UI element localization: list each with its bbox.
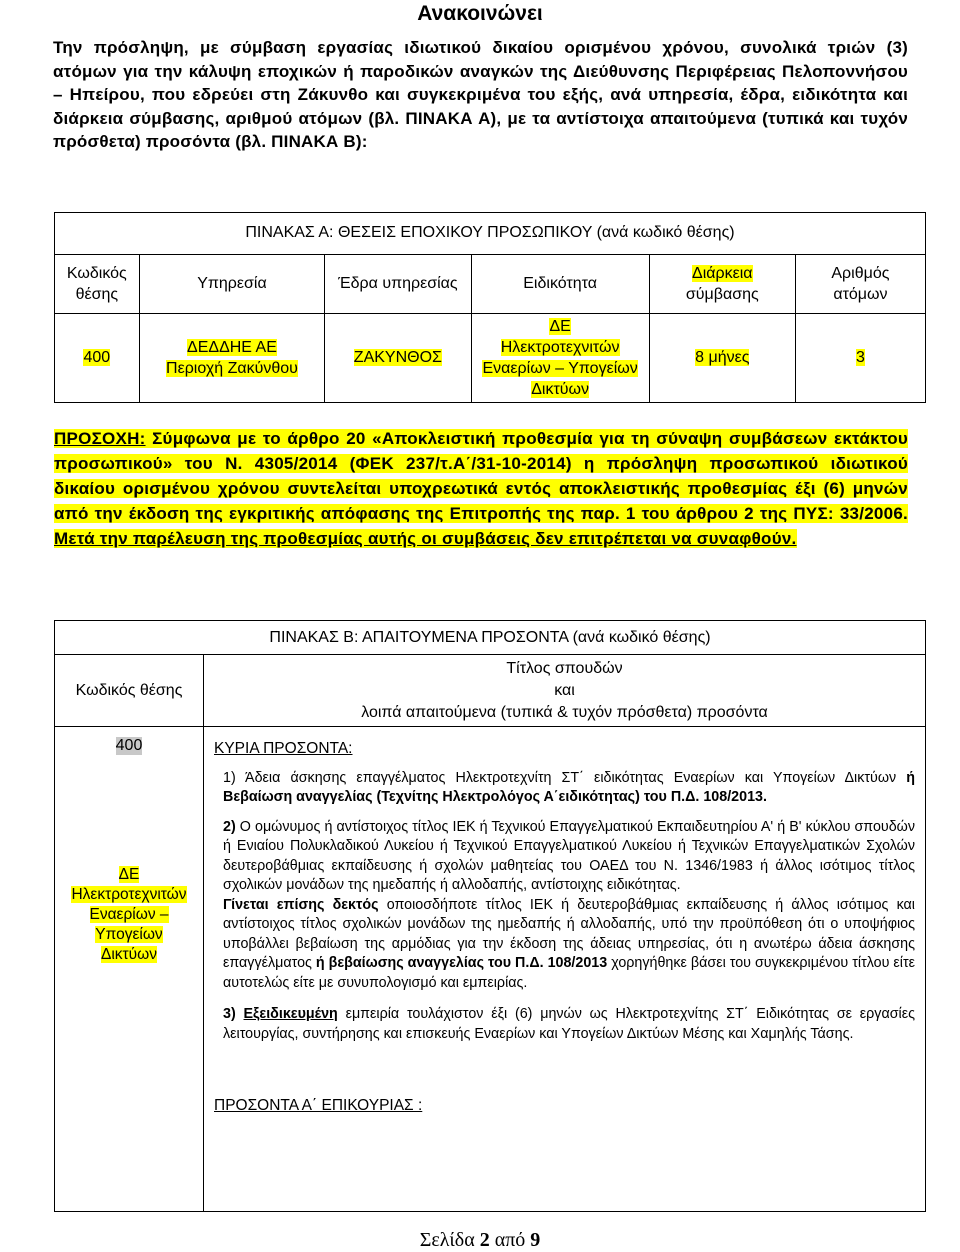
header-persons: Αριθμός ατόμων xyxy=(795,254,925,313)
requirements-table xyxy=(54,620,926,1212)
cell-duration: 8 μήνες xyxy=(649,313,795,402)
requirement-1: 1) Άδεια άσκησης επαγγέλματος Ηλεκτροτεχνίτη ΣΤ΄ ειδικότητας Εναερίων και Υπογείων Δικτύων ή Βεβαίωση αναγγελίας (Τεχνίτης Ηλεκτρολόγος Α΄ειδικότητας) του Π.Δ. 108/2013. xyxy=(223,769,915,805)
requirement-2: 2) Ο ομώνυμος ή αντίστοιχος τίτλος ΙΕΚ ή Τεχνικού Επαγγελματικού Εκπαιδευτηρίου Α' ή Β' κύκλου σπουδών ή Ενιαίου Πολυκλαδικού Λυκείου ή Τεχνικού Επαγγελματικού Λυκείου ή Τεχνικών Επαγγελματικών Σχολών δευτεροβάθμιας εκπαίδευσης ή σχολών μαθητείας του ΟΑΕΔ του Ν. 1346/1983 ή άλλος ισότιμος τίτλος σχολικών μονάδων της ημεδαπής ή αλλοδαπής, αντίστοιχης ειδικότητας. Γίνεται επίσης δεκτός οποιοσδήποτε τίτλος ΙΕΚ ή δευτεροβάθμιας εκπαίδευσης ή άλλος ισότιμος και αντίστοιχος τίτλος σχολικών μονάδων της ημεδαπής ή αλλοδαπής, υπό την προϋπόθεση ότι ο υποψήφιος υποβάλλει βεβαίωση της αρμόδιας για την έκδοση της άδειας υπηρεσίας, ότι η ανωτέρω άδεια άσκησης επαγγέλματος ή βεβαίωσης αναγγελίας του Π.Δ. 108/2013 χορηγήθηκε βάσει του συγκεκριμένου τίτλου είτε αυτοτελώς είτε με συνυπολογισμό και εμπειρίας. xyxy=(223,818,915,991)
header-title: Τίτλος σπουδών και λοιπά απαιτούμενα (τυπικά & τυχόν πρόσθετα) προσόντα xyxy=(204,655,926,727)
table-row xyxy=(55,313,926,402)
requirement-3: 3) Εξειδικευμένη εμπειρία τουλάχιστον έξι (6) μηνών ως Ηλεκτροτεχνίτης ΣΤ΄ Ειδικότητας σε εργασίες λειτουργίας, συντήρησης και επισκευής Εναερίων και Υπογείων Δικτύων Μέσης και Χαμηλής Τάσης. xyxy=(223,1006,915,1042)
table-a-header-row xyxy=(55,254,926,313)
main-qualifications-heading: ΚΥΡΙΑ ΠΡΟΣΟΝΤΑ: xyxy=(214,740,353,757)
cell-code: 400 ΔΕ Ηλεκτροτεχνιτών Εναερίων – Υπογείων Δικτύων xyxy=(55,727,204,1212)
warning-label: ΠΡΟΣΟΧΗ: xyxy=(54,429,146,448)
header-specialty: Ειδικότητα xyxy=(471,254,649,313)
cell-persons: 3 xyxy=(795,313,925,402)
positions-table xyxy=(54,212,926,403)
header-code: Κωδικός θέσης xyxy=(55,254,140,313)
table-row xyxy=(55,727,926,1212)
specialty-label: ΔΕ Ηλεκτροτεχνιτών Εναερίων – Υπογείων Δικτύων xyxy=(71,866,187,963)
cell-service: ΔΕΔΔΗΕ ΑΕ Περιοχή Ζακύνθου xyxy=(139,313,325,402)
warning-text: Σύμφωνα με το άρθρο 20 «Αποκλειστική προθεσμία για τη σύναψη συμβάσεων εκτάκτου προσωπικού» του Ν. 4305/2014 (ΦΕΚ 237/τ.Α΄/31-10-2014) η πρόσληψη προσωπικού ιδιωτικού δικαίου ορισμένου χρόνου συντελείται υποχρεωτικά εντός αποκλειστικής προθεσμίας έξι (6) μηνών από την έκδοση της εγκριτικής απόφασης της Επιτροπής της παρ. 1 του άρθρου 2 της ΠΥΣ: 33/2006. xyxy=(54,429,908,523)
header-code: Κωδικός θέσης xyxy=(55,655,204,727)
deadline-warning xyxy=(54,426,908,551)
cell-specialty: ΔΕ Ηλεκτροτεχνιτών Εναερίων – Υπογείων Δικτύων xyxy=(471,313,649,402)
header-duration: Διάρκεια σύμβασης xyxy=(649,254,795,313)
header-service: Υπηρεσία xyxy=(139,254,325,313)
page-title: Ανακοινώνει xyxy=(417,2,543,25)
table-a-caption: ΠΙΝΑΚΑΣ Α: ΘΕΣΕΙΣ ΕΠΟΧΙΚΟΥ ΠΡΟΣΩΠΙΚΟΥ (ανά κωδικό θέσης) xyxy=(55,213,926,255)
auxiliary-qualifications-heading: ΠΡΟΣΟΝΤΑ Α΄ ΕΠΙΚΟΥΡΙΑΣ : xyxy=(214,1097,423,1114)
table-b-caption: ΠΙΝΑΚΑΣ Β: ΑΠΑΙΤΟΥΜΕΝΑ ΠΡΟΣΟΝΤΑ (ανά κωδικό θέσης) xyxy=(55,621,926,655)
header-seat: Έδρα υπηρεσίας xyxy=(325,254,471,313)
cell-requirements xyxy=(204,727,926,1212)
table-b-header-row xyxy=(55,655,926,727)
warning-emphasis: Μετά την παρέλευση της προθεσμίας αυτής οι συμβάσεις δεν επιτρέπεται να συναφθούν. xyxy=(54,529,797,548)
page-footer: Σελίδα 2 από 9 xyxy=(419,1229,541,1251)
cell-seat: ΖΑΚΥΝΘΟΣ xyxy=(325,313,471,402)
intro-paragraph: Την πρόσληψη, με σύμβαση εργασίας ιδιωτικού δικαίου ορισμένου χρόνου, συνολικά τριών (3) ατόμων για την κάλυψη εποχικών ή παροδικών αναγκών της Διεύθυνσης Περιφέρειας Πελοποννήσου – Ηπείρου, που εδρεύει στη Ζάκυνθο και συγκεκριμένα του εξής, ανά υπηρεσία, έδρα, ειδικότητα και διάρκεια σύμβασης, αριθμού ατόμων (βλ. ΠΙΝΑΚΑ Α), με τα αντίστοιχα απαιτούμενα (τυπικά και τυχόν πρόσθετα) προσόντα (βλ. ΠΙΝΑΚΑ Β): xyxy=(53,38,908,152)
cell-code: 400 xyxy=(55,313,140,402)
